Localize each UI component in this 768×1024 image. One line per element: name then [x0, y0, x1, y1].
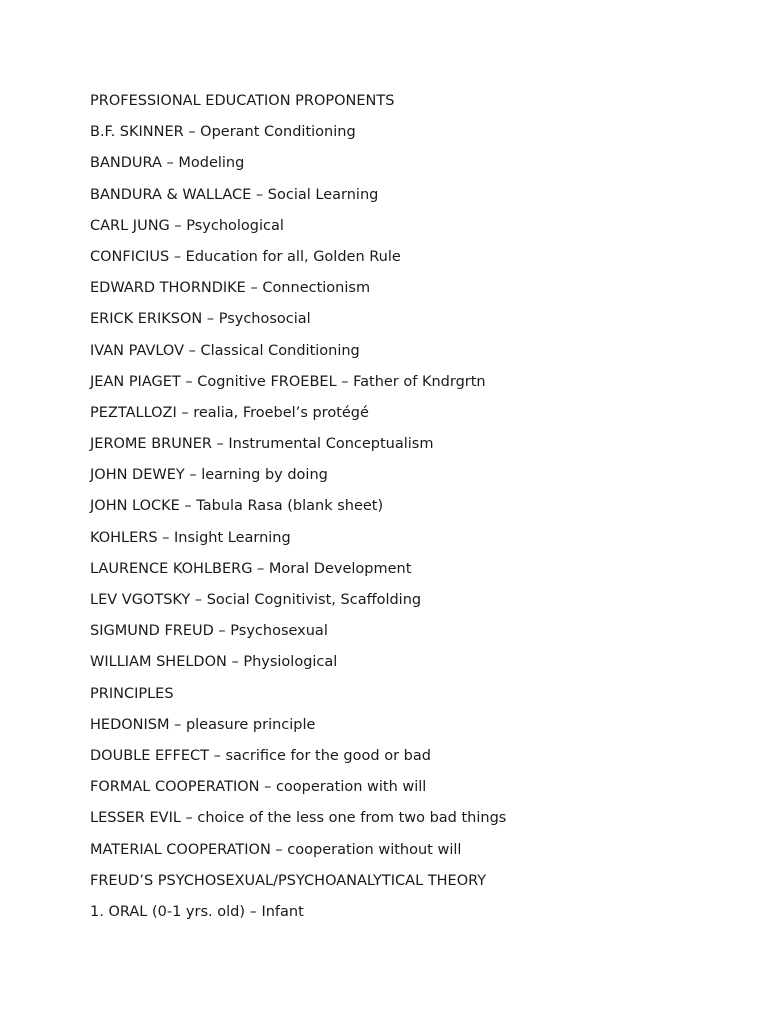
- section-heading-freud-theory: FREUD’S PSYCHOSEXUAL/PSYCHOANALYTICAL THEORY: [90, 872, 487, 889]
- text-line: BANDURA – Modeling: [90, 155, 245, 172]
- text-line: LAURENCE KOHLBERG – Moral Development: [90, 560, 412, 577]
- section-heading-proponents: PROFESSIONAL EDUCATION PROPONENTS: [90, 93, 395, 109]
- text-line: LESSER EVIL – choice of the less one from two bad things: [90, 810, 507, 827]
- text-line: WILLIAM SHELDON – Physiological: [90, 654, 338, 671]
- text-line: MATERIAL COOPERATION – cooperation without will: [90, 841, 462, 858]
- document-page: [90, 91, 730, 933]
- text-line: DOUBLE EFFECT – sacrifice for the good or bad: [90, 747, 431, 764]
- text-line: EDWARD THORNDIKE – Connectionism: [90, 280, 371, 297]
- text-line: CONFICIUS – Education for all, Golden Rule: [90, 248, 401, 265]
- text-line: 1. ORAL (0-1 yrs. old) – Infant: [90, 903, 304, 920]
- text-line: HEDONISM – pleasure principle: [90, 716, 316, 733]
- text-line: JOHN LOCKE – Tabula Rasa (blank sheet): [90, 498, 384, 515]
- section-heading-principles: PRINCIPLES: [90, 685, 174, 702]
- text-line: FORMAL COOPERATION – cooperation with will: [90, 779, 427, 796]
- text-line: CARL JUNG – Psychological: [90, 217, 284, 234]
- text-line: IVAN PAVLOV – Classical Conditioning: [90, 342, 360, 359]
- text-line: LEV VGOTSKY – Social Cognitivist, Scaffolding: [90, 592, 422, 608]
- text-line: JEAN PIAGET – Cognitive FROEBEL – Father of Kndrgrtn: [90, 373, 486, 390]
- text-line: BANDURA & WALLACE – Social Learning: [90, 186, 379, 203]
- text-line: B.F. SKINNER – Operant Conditioning: [90, 124, 356, 141]
- text-line: ERICK ERIKSON – Psychosocial: [90, 311, 311, 328]
- text-line: SIGMUND FREUD – Psychosexual: [90, 623, 328, 640]
- text-line: PEZTALLOZI – realia, Froebel’s protégé: [90, 404, 369, 421]
- text-line: KOHLERS – Insight Learning: [90, 529, 291, 546]
- text-line: JOHN DEWEY – learning by doing: [90, 467, 328, 484]
- text-line: JEROME BRUNER – Instrumental Conceptualism: [90, 436, 434, 453]
